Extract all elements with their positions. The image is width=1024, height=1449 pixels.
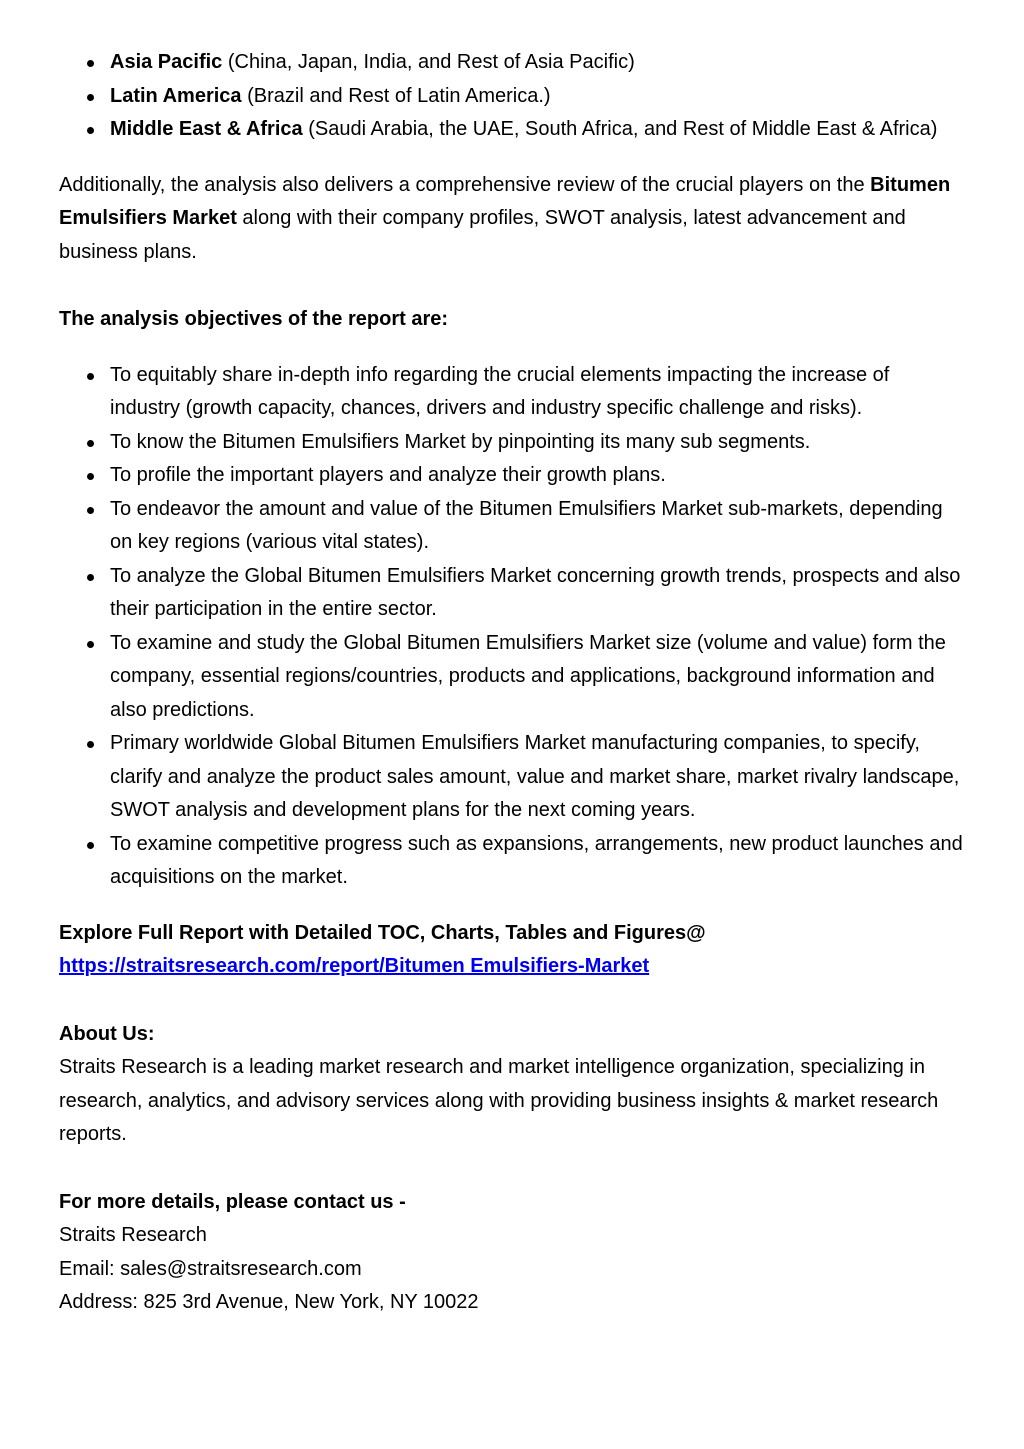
region-name: Latin America xyxy=(110,84,242,107)
objective-text: To equitably share in-depth info regarding the crucial elements impacting the increase of industry (growth capacity, chances, drivers and industry specific challenge and risks). xyxy=(110,363,890,419)
bullet-icon xyxy=(87,94,94,101)
list-item xyxy=(59,560,964,627)
bullet-icon xyxy=(87,373,94,380)
list-item xyxy=(59,359,964,426)
bullet-icon xyxy=(87,507,94,514)
region-name: Middle East & Africa xyxy=(110,118,303,140)
list-item xyxy=(59,426,964,460)
objectives-heading: The analysis objectives of the report are: xyxy=(59,308,449,330)
bullet-icon xyxy=(87,60,94,67)
additional-text-after: along with their company profiles, SWOT analysis, latest advancement and business plans. xyxy=(59,207,906,263)
contact-heading: For more details, please contact us - xyxy=(59,1190,406,1213)
region-detail: (Brazil and Rest of Latin America.) xyxy=(241,84,551,107)
bullet-icon xyxy=(87,127,94,134)
explore-heading: Explore Full Report with Detailed TOC, Charts, Tables and Figures@ xyxy=(59,921,706,944)
market-name: Bitumen Emulsifiers Market xyxy=(59,173,951,229)
regions-list xyxy=(59,46,964,147)
objective-text: To profile the important players and analyze their growth plans. xyxy=(110,464,666,486)
contact-company: Straits Research xyxy=(59,1224,207,1246)
bullet-icon xyxy=(87,741,94,748)
region-detail: (China, Japan, India, and Rest of Asia Pacific) xyxy=(222,51,635,73)
list-item xyxy=(59,627,964,728)
objective-text: To analyze the Global Bitumen Emulsifiers Market concerning growth trends, prospects and also their participation in the entire sector. xyxy=(110,564,961,620)
additional-paragraph xyxy=(59,169,964,270)
bullet-icon xyxy=(87,842,94,849)
list-item xyxy=(59,80,964,114)
contact-address: Address: 825 3rd Avenue, New York, NY 10022 xyxy=(59,1291,479,1313)
region-detail: (Saudi Arabia, the UAE, South Africa, and Rest of Middle East & Africa) xyxy=(302,118,938,140)
objective-text: To examine and study the Global Bitumen Emulsifiers Market size (volume and value) form the company, essential regions/countries, products and applications, background information and also predictions. xyxy=(110,631,946,721)
bullet-icon xyxy=(87,574,94,581)
list-item xyxy=(59,828,964,895)
bullet-icon xyxy=(87,440,94,447)
list-item xyxy=(59,727,964,828)
bullet-icon xyxy=(87,641,94,648)
list-item xyxy=(59,113,964,147)
objective-text: To examine competitive progress such as expansions, arrangements, new product launches and acquisitions on the market. xyxy=(110,832,963,888)
objective-text: To know the Bitumen Emulsifiers Market by pinpointing its many sub segments. xyxy=(110,430,811,453)
bullet-icon xyxy=(87,473,94,480)
about-text: Straits Research is a leading market research and market intelligence organization, specializing in research, analytics, and advisory services along with providing business insights & market research reports. xyxy=(59,1056,939,1145)
list-item xyxy=(59,459,964,493)
report-link-line xyxy=(59,950,964,984)
contact-email: Email: sales@straitsresearch.com xyxy=(59,1257,362,1280)
list-item xyxy=(59,46,964,80)
document-page xyxy=(59,46,964,1320)
report-link[interactable]: https://straitsresearch.com/report/Bitumen Emulsifiers-Market xyxy=(59,955,650,977)
region-name: Asia Pacific xyxy=(110,51,223,73)
objective-text: Primary worldwide Global Bitumen Emulsifiers Market manufacturing companies, to specify, clarify and analyze the product sales amount, value and market share, market rivalry landscape, SWOT analysis and development plans for the next coming years. xyxy=(110,732,960,821)
objective-text: To endeavor the amount and value of the Bitumen Emulsifiers Market sub-markets, depending on key regions (various vital states). xyxy=(110,497,943,553)
list-item xyxy=(59,493,964,560)
about-heading: About Us: xyxy=(59,1022,155,1045)
objectives-list xyxy=(59,359,964,895)
additional-text-before: Additionally, the analysis also delivers a comprehensive review of the crucial players on the xyxy=(59,173,871,196)
